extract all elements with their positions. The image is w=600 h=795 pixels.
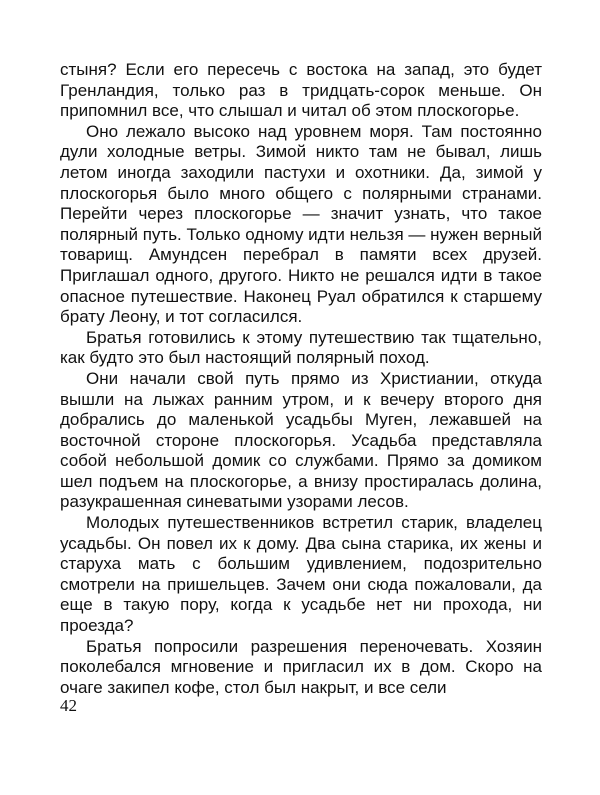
page-number: 42	[60, 696, 77, 715]
paragraph-5: Молодых путешественников встретил старик, владелец усадьбы. Он повел их к дому. Два сына старика, их жены и старуха мать с большим удивлением, подозрительно смотрели на пришельцев. Зачем они сюда пожаловали, да еще в такую пору, когда к усадьбе нет ни прохода, ни проезда?	[60, 513, 542, 636]
body-text	[60, 60, 542, 698]
paragraph-2: Оно лежало высоко над уровнем моря. Там постоянно дули холодные ветры. Зимой никто там не бывал, лишь летом иногда заходили пастухи и охотники. Да, зимой у плоскогорья было много общего с полярными странами. Перейти через плоскогорье — значит узнать, что такое полярный путь. Только одному идти нельзя — нужен верный товарищ. Амундсен перебрал в памяти всех друзей. Приглашал одного, другого. Никто не решался идти в такое опасное путешествие. Наконец Руал обратился к старшему брату Леону, и тот согласился.	[60, 121, 542, 327]
paragraph-6: Братья попросили разрешения переночевать. Хозяин поколебался мгновение и пригласил их в дом. Скоро на очаге закипел кофе, стол был накрыт, и все сели	[60, 636, 542, 697]
paragraph-4: Они начали свой путь прямо из Христиании, откуда вышли на лыжах ранним утром, и к вечеру второго дня добрались до маленькой усадьбы Муген, лежавшей на восточной стороне плоскогорья. Усадьба представляла собой небольшой домик со службами. Прямо за домиком шел подъем на плоскогорье, а внизу простиралась долина, разукрашенная синеватыми узорами лесов.	[60, 368, 542, 512]
paragraph-3: Братья готовились к этому путешествию так тщательно, как будто это был настоящий полярный поход.	[60, 327, 542, 368]
paragraph-1: стыня? Если его пересечь с востока на запад, это будет Гренландия, только раз в тридцать-сорок меньше. Он припомнил все, что слышал и читал об этом плоскогорье.	[60, 60, 542, 121]
